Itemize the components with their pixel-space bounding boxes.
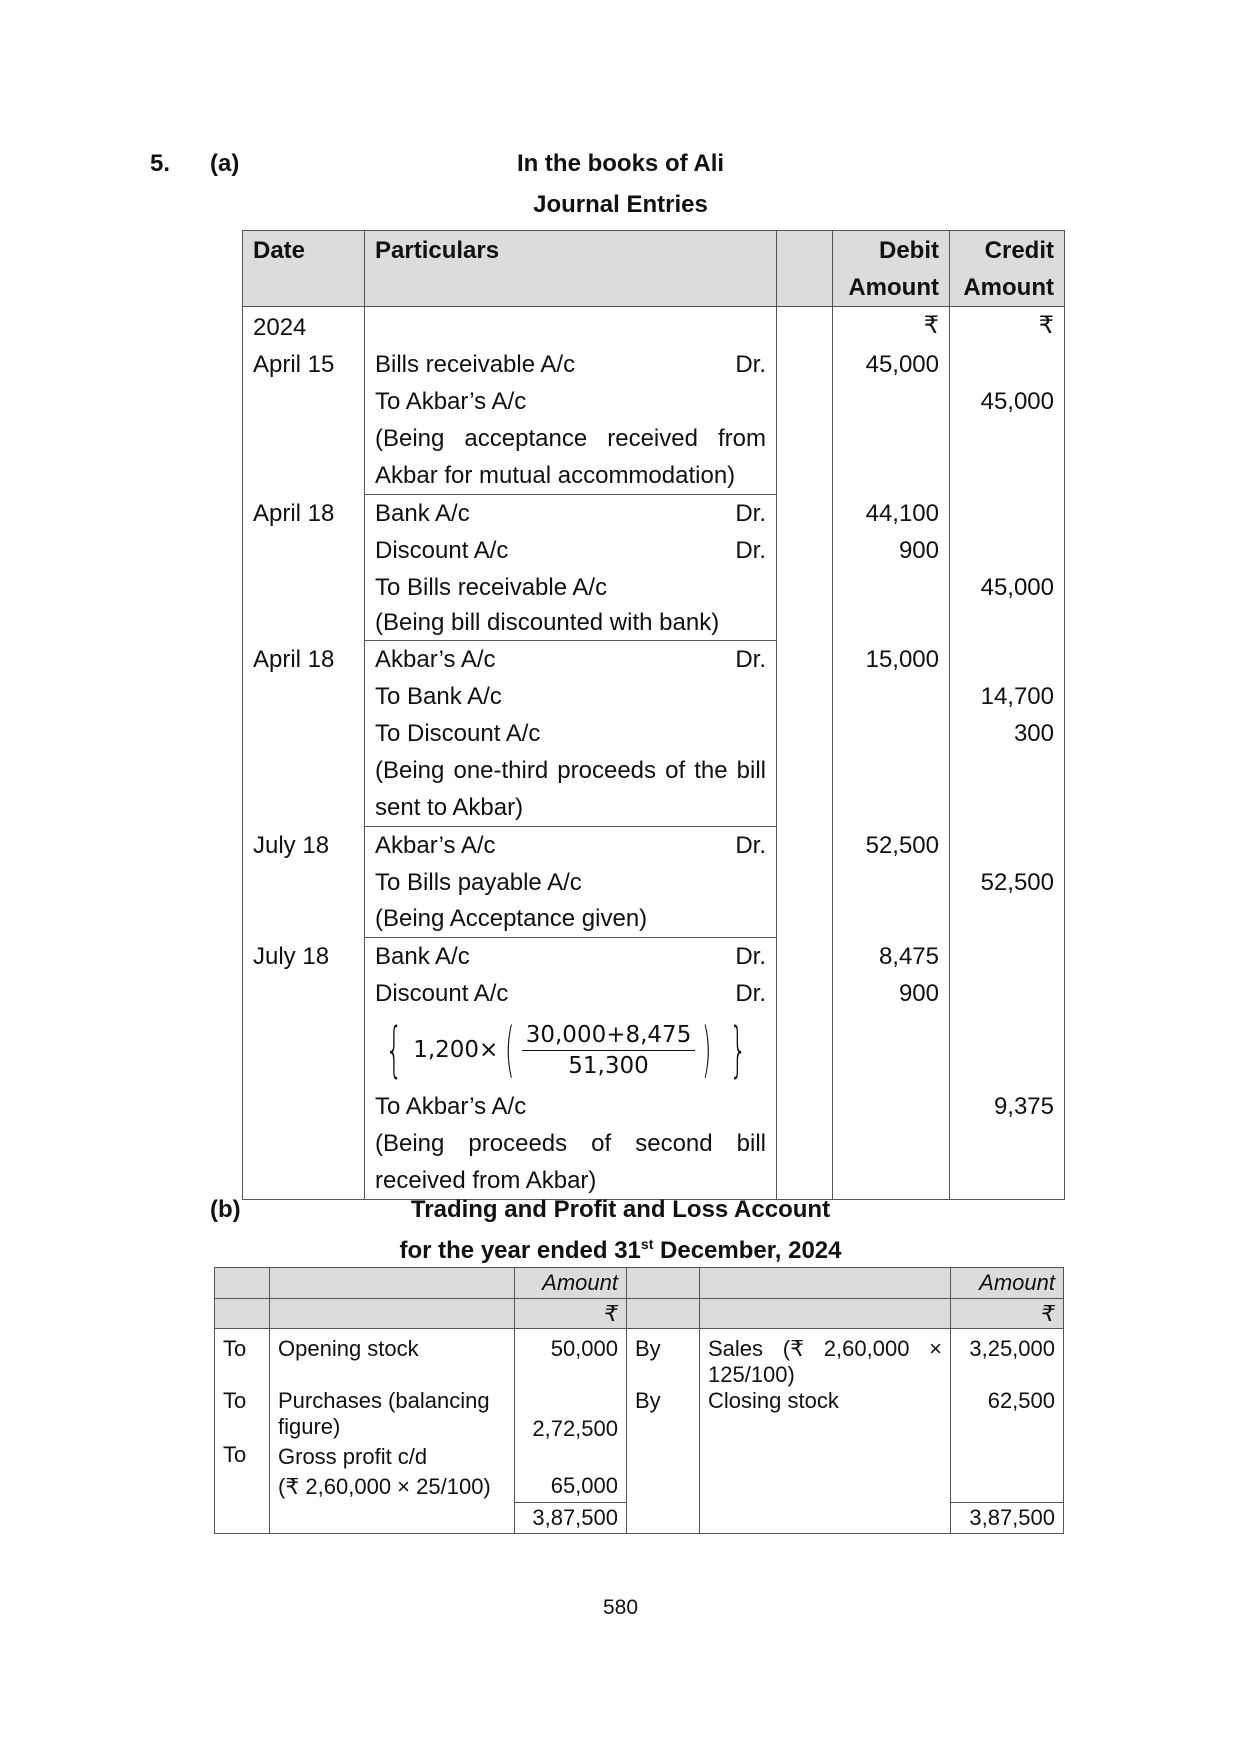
debit-particular: Purchases (balancing figure) bbox=[270, 1388, 515, 1442]
credit-amount: 52,500 bbox=[950, 864, 1065, 901]
debit-particular: Gross profit c/d bbox=[278, 1444, 428, 1469]
credit-prefix: By bbox=[627, 1329, 700, 1389]
debit-account: Discount A/c bbox=[375, 980, 509, 1007]
entry-date: April 18 bbox=[243, 495, 365, 533]
col-credit-line-2: Amount bbox=[963, 274, 1054, 301]
trading-currency-row bbox=[215, 1299, 1064, 1329]
amount-header-credit: Amount bbox=[951, 1268, 1064, 1299]
narration: (Being acceptance received from Akbar for mutual accommodation) bbox=[365, 420, 777, 495]
journal-row bbox=[243, 975, 1065, 1012]
credit-account: To Bills receivable A/c bbox=[365, 569, 777, 606]
credit-amount: 45,000 bbox=[950, 383, 1065, 420]
col-debit-line-1: Debit bbox=[879, 237, 939, 264]
dr-label: Dr. bbox=[735, 351, 766, 378]
debit-total: 3,87,500 bbox=[515, 1502, 627, 1533]
journal-row bbox=[243, 641, 1065, 679]
part-a-label: (a) bbox=[210, 150, 240, 177]
col-credit-line-1: Credit bbox=[984, 237, 1054, 264]
credit-particular: Sales (₹ 2,60,000 × 125/100) bbox=[700, 1329, 951, 1389]
debit-amount: 900 bbox=[833, 975, 950, 1012]
debit-prefix: To bbox=[215, 1329, 270, 1389]
subtitle-pre: for the year ended 31 bbox=[399, 1237, 641, 1264]
journal-row bbox=[243, 346, 1065, 383]
debit-account: Bank A/c bbox=[375, 500, 470, 527]
credit-account: To Bills payable A/c bbox=[365, 864, 777, 901]
formula-denominator: 51,300 bbox=[568, 1052, 649, 1079]
subtitle-post: December, 2024 bbox=[653, 1237, 842, 1264]
trading-subtitle bbox=[0, 1236, 1241, 1265]
col-particulars: Particulars bbox=[365, 231, 777, 307]
currency-credit: ₹ bbox=[951, 1299, 1064, 1329]
narration: (Being bill discounted with bank) bbox=[365, 606, 777, 641]
credit-account: To Discount A/c bbox=[365, 715, 777, 752]
journal-row bbox=[243, 938, 1065, 976]
debit-amount: 2,72,500 bbox=[515, 1388, 627, 1442]
currency-credit: ₹ bbox=[950, 307, 1065, 347]
credit-amount: 3,25,000 bbox=[951, 1329, 1064, 1389]
formula-fraction bbox=[522, 1020, 696, 1081]
narration: (Being proceeds of second bill received from Akbar) bbox=[365, 1125, 777, 1200]
trading-row bbox=[215, 1388, 1064, 1442]
col-debit-line-2: Amount bbox=[848, 274, 939, 301]
formula-lead: 1,200× bbox=[413, 1037, 499, 1063]
narration: (Being Acceptance given) bbox=[365, 901, 777, 938]
credit-amount: 62,500 bbox=[951, 1388, 1064, 1442]
journal-row bbox=[243, 715, 1065, 752]
journal-row bbox=[243, 752, 1065, 827]
formula-paren-left: ( bbox=[505, 1015, 515, 1085]
credit-account: To Akbar’s A/c bbox=[365, 383, 777, 420]
question-number: 5. bbox=[150, 150, 171, 177]
dr-label: Dr. bbox=[735, 537, 766, 564]
journal-row bbox=[243, 495, 1065, 533]
entry-date: July 18 bbox=[243, 827, 365, 865]
trading-row bbox=[215, 1329, 1064, 1389]
credit-account: To Bank A/c bbox=[365, 678, 777, 715]
debit-account: Akbar’s A/c bbox=[375, 646, 496, 673]
debit-prefix: To bbox=[215, 1442, 270, 1502]
page-number: 580 bbox=[602, 1596, 639, 1619]
dr-label: Dr. bbox=[735, 943, 766, 970]
debit-amount: 45,000 bbox=[833, 346, 950, 383]
part-b-label: (b) bbox=[210, 1196, 241, 1223]
journal-table bbox=[242, 230, 1065, 1200]
col-debit bbox=[833, 231, 950, 307]
formula-brace-left: { bbox=[385, 1015, 403, 1085]
credit-total: 3,87,500 bbox=[951, 1502, 1064, 1533]
journal-row bbox=[243, 901, 1065, 938]
journal-row bbox=[243, 569, 1065, 606]
amount-header-debit: Amount bbox=[515, 1268, 627, 1299]
journal-row bbox=[243, 827, 1065, 865]
year: 2024 bbox=[243, 307, 365, 347]
entry-date: July 18 bbox=[243, 938, 365, 976]
year-row bbox=[243, 307, 1065, 347]
currency-debit: ₹ bbox=[833, 307, 950, 347]
debit-account: Bank A/c bbox=[375, 943, 470, 970]
formula-paren-right: ) bbox=[702, 1015, 712, 1085]
credit-amount: 45,000 bbox=[950, 569, 1065, 606]
dr-label: Dr. bbox=[735, 646, 766, 673]
dr-label: Dr. bbox=[735, 500, 766, 527]
journal-row bbox=[243, 420, 1065, 495]
debit-amount: 15,000 bbox=[833, 641, 950, 679]
col-date: Date bbox=[243, 231, 365, 307]
credit-account: To Akbar’s A/c bbox=[365, 1088, 777, 1125]
col-credit bbox=[950, 231, 1065, 307]
journal-header-row bbox=[243, 231, 1065, 307]
credit-prefix: By bbox=[627, 1388, 700, 1442]
journal-title: Journal Entries bbox=[533, 191, 708, 218]
journal-row bbox=[243, 532, 1065, 569]
entry-date: April 15 bbox=[243, 346, 365, 383]
formula-numerator: 30,000+8,475 bbox=[522, 1020, 696, 1051]
journal-row bbox=[243, 1125, 1065, 1200]
debit-particular: Opening stock bbox=[270, 1329, 515, 1389]
trading-header-row bbox=[215, 1268, 1064, 1299]
debit-amount: 8,475 bbox=[833, 938, 950, 976]
debit-account: Akbar’s A/c bbox=[375, 832, 496, 859]
credit-particular: Closing stock bbox=[700, 1388, 951, 1442]
journal-row bbox=[243, 864, 1065, 901]
dr-label: Dr. bbox=[735, 832, 766, 859]
col-lf bbox=[777, 231, 833, 307]
debit-account: Bills receivable A/c bbox=[375, 351, 576, 378]
trading-total-row bbox=[215, 1502, 1064, 1533]
trading-row bbox=[215, 1442, 1064, 1502]
journal-row bbox=[243, 678, 1065, 715]
entry-date: April 18 bbox=[243, 641, 365, 679]
debit-prefix: To bbox=[215, 1388, 270, 1442]
debit-amount: 50,000 bbox=[515, 1329, 627, 1389]
subtitle-sup: st bbox=[640, 1236, 654, 1252]
narration: (Being one-third proceeds of the bill sent to Akbar) bbox=[365, 752, 777, 827]
debit-amount: 65,000 bbox=[515, 1442, 627, 1502]
formula-brace-right: } bbox=[729, 1015, 747, 1085]
journal-row bbox=[243, 383, 1065, 420]
debit-amount: 52,500 bbox=[833, 827, 950, 865]
journal-row bbox=[243, 1088, 1065, 1125]
dr-label: Dr. bbox=[735, 980, 766, 1007]
journal-row bbox=[243, 606, 1065, 641]
journal-row bbox=[243, 1012, 1065, 1088]
book-title: In the books of Ali bbox=[516, 150, 725, 177]
debit-account: Discount A/c bbox=[375, 537, 509, 564]
trading-title: Trading and Profit and Loss Account bbox=[410, 1196, 831, 1223]
credit-amount: 14,700 bbox=[950, 678, 1065, 715]
debit-amount: 900 bbox=[833, 532, 950, 569]
debit-particular-note: (₹ 2,60,000 × 25/100) bbox=[278, 1474, 491, 1499]
debit-amount: 44,100 bbox=[833, 495, 950, 533]
trading-table bbox=[214, 1267, 1064, 1534]
currency-debit: ₹ bbox=[515, 1299, 627, 1329]
credit-amount: 300 bbox=[950, 715, 1065, 752]
discount-formula bbox=[375, 1012, 766, 1088]
credit-amount: 9,375 bbox=[950, 1088, 1065, 1125]
